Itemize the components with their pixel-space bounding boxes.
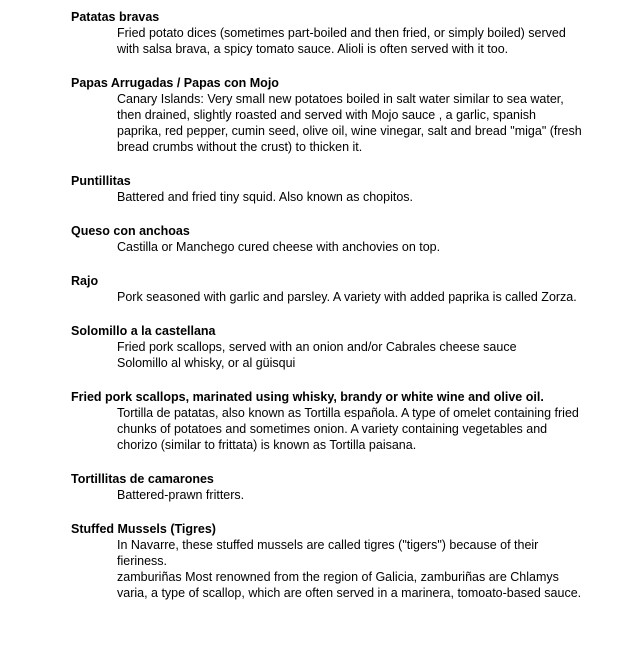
description-paragraph: Solomillo al whisky, or al güisqui — [117, 356, 296, 370]
description-paragraph: Tortilla de patatas, also known as Tortilla española. A type of omelet containing fried chunks of potatoes and sometimes onion. A variety containing vegetables and chorizo (similar to frittata) is known as Tortilla paisana. — [117, 406, 579, 452]
description-paragraph: Pork seasoned with garlic and parsley. A variety with added paprika is called Zorza. — [117, 290, 577, 304]
description-paragraph: Battered-prawn fritters. — [117, 488, 245, 502]
entry-description — [117, 189, 582, 205]
description-paragraph: Fried pork scallops, served with an onion and/or Cabrales cheese sauce — [117, 340, 517, 354]
entry-description — [117, 289, 582, 305]
description-paragraph: zamburiñas Most renowned from the region of Galicia, zamburiñas are Chlamys varia, a type of scallop, which are often served in a marinera, tomoato-based sauce. — [117, 570, 582, 600]
entry-rajo — [71, 273, 590, 305]
description-paragraph: Battered and fried tiny squid. Also known as chopitos. — [117, 190, 414, 204]
entry-queso-con-anchoas — [71, 223, 590, 255]
description-paragraph: Fried potato dices (sometimes part-boiled and then fried, or simply boiled) served with salsa brava, a spicy tomato sauce. Alioli is often served with it too. — [117, 26, 566, 56]
description-paragraph: Castilla or Manchego cured cheese with anchovies on top. — [117, 240, 441, 254]
entry-solomillo — [71, 323, 590, 371]
entry-fried-pork-scallops — [71, 389, 590, 453]
entry-papas-arrugadas — [71, 75, 590, 155]
entry-term: Patatas bravas — [71, 10, 160, 24]
entry-term: Stuffed Mussels (Tigres) — [71, 522, 216, 536]
entry-stuffed-mussels — [71, 521, 590, 601]
entry-description — [117, 537, 582, 601]
entry-term: Fried pork scallops, marinated using whisky, brandy or white wine and olive oil. — [71, 390, 544, 404]
entry-description — [117, 25, 582, 57]
entry-term: Solomillo a la castellana — [71, 324, 216, 338]
entry-term: Papas Arrugadas / Papas con Mojo — [71, 76, 279, 90]
entry-description — [117, 339, 582, 371]
description-paragraph: Canary Islands: Very small new potatoes boiled in salt water similar to sea water, then drained, slightly roasted and served with Mojo sauce , a garlic, spanish paprika, red pepper, cumin seed, olive oil, wine vinegar, salt and bread "miga" (fresh bread crumbs without the crust) to thicken it. — [117, 92, 582, 154]
entry-tortillitas — [71, 471, 590, 503]
entry-description — [117, 239, 582, 255]
description-paragraph: In Navarre, these stuffed mussels are called tigres ("tigers") because of their fieriness. — [117, 538, 539, 568]
entry-description — [117, 405, 582, 453]
entry-description — [117, 487, 582, 503]
entry-patatas-bravas — [71, 9, 590, 57]
entry-term: Queso con anchoas — [71, 224, 190, 238]
entry-term: Tortillitas de camarones — [71, 472, 214, 486]
entry-puntillitas — [71, 173, 590, 205]
entry-term: Rajo — [71, 274, 99, 288]
entry-description — [117, 91, 582, 155]
entry-term: Puntillitas — [71, 174, 131, 188]
